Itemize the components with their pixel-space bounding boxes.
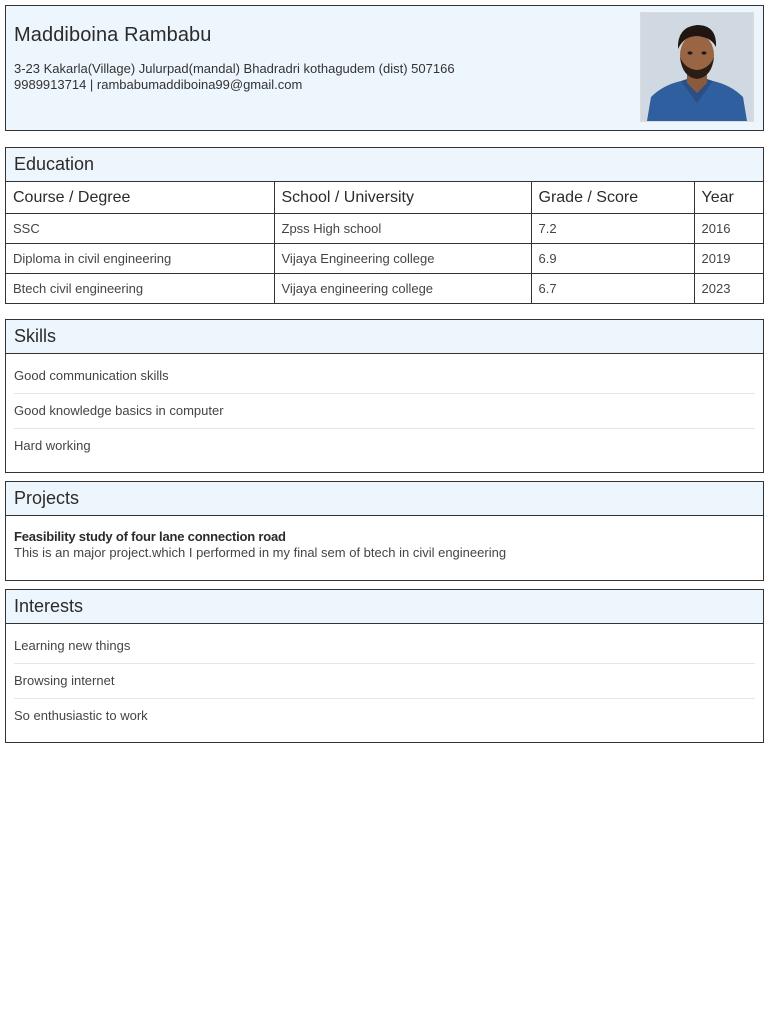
education-heading: Education [6,148,763,182]
table-cell: 6.9 [531,244,694,274]
project-item [6,516,763,561]
table-cell: Vijaya Engineering college [274,244,531,274]
candidate-name: Maddiboina Rambabu [14,24,212,46]
phone-email-text: 9989913714 | rambabumaddiboina99@gmail.com [14,77,303,92]
profile-photo-image [641,13,753,121]
list-item: Good knowledge basics in computer [14,394,755,429]
profile-photo [640,12,754,122]
project-description: This is an major project.which I performed in my final sem of btech in civil engineering [14,545,507,560]
table-cell: 7.2 [531,214,694,244]
table-cell: 2019 [694,244,763,274]
table-cell: Diploma in civil engineering [6,244,274,274]
list-item: Hard working [14,438,91,453]
education-table [6,182,763,303]
project-title: Feasibility study of four lane connection road [14,529,286,544]
table-cell: Vijaya engineering college [274,274,531,304]
column-header: Course / Degree [6,182,274,214]
column-header: School / University [274,182,531,214]
list-item: Learning new things [14,629,755,664]
table-row [6,274,763,304]
address-text: 3-23 Kakarla(Village) Julurpad(mandal) Bhadradri kothagudem (dist) 507166 [14,61,455,76]
skills-list [6,354,763,463]
list-item: Good communication skills [14,359,755,394]
table-cell: SSC [6,214,274,244]
projects-heading: Projects [6,482,763,516]
table-cell: 2023 [694,274,763,304]
education-section [5,147,764,304]
table-cell: 2016 [694,214,763,244]
list-item: Browsing internet [14,664,755,699]
interests-list [6,624,763,733]
column-header: Grade / Score [531,182,694,214]
table-header-row [6,182,763,214]
skills-section [5,319,764,473]
column-header: Year [694,182,763,214]
table-cell: Btech civil engineering [6,274,274,304]
list-item: So enthusiastic to work [14,708,148,723]
table-row [6,244,763,274]
interests-section [5,589,764,743]
skills-heading: Skills [6,320,763,354]
projects-section [5,481,764,581]
resume-header [5,5,764,131]
table-row [6,214,763,244]
interests-heading: Interests [6,590,763,624]
table-cell: Zpss High school [274,214,531,244]
table-cell: 6.7 [531,274,694,304]
